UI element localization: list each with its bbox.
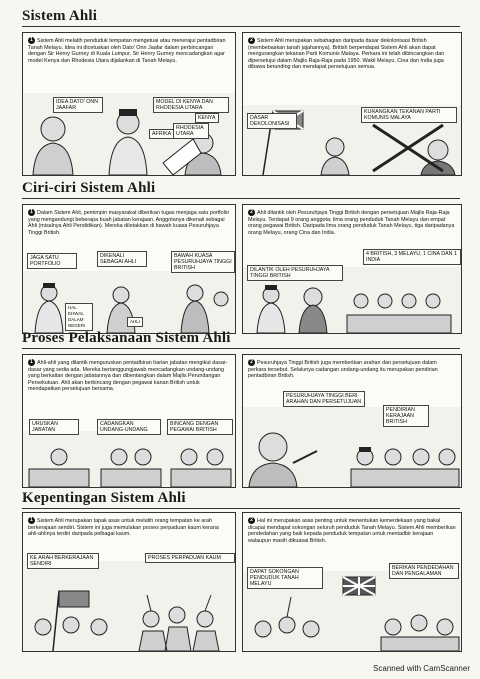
caption-uruskan-jabatan: URUSKAN JABATAN	[29, 419, 79, 435]
caption-hal-ehwal: HAL EHWAL DALAM NEGERI	[65, 303, 93, 331]
section-divider	[22, 508, 460, 509]
panel-body: Hal ini merupakan asas penting untuk menentukan kemerdekaan yang bakal dicapai mendapat sokongan seluruh penduduk Tanah Melayu. Sistem Ahli memberikan pendedahan yang baik kepada penduduk tempatan untuk mentadbir kerajaan walaupun masih dikuasai British.	[248, 517, 456, 544]
caption-cadangkan-undang: CADANGKAN UNDANG-UNDANG	[97, 419, 161, 435]
panel-body: Pesuruhjaya Tinggi British juga memberikan arahan dan persetujuan dalam perkara tersebut. Selalunya cadangan undang-undang itu merupakan pendirian pentadbiran British.	[248, 359, 438, 380]
panel-text	[248, 359, 456, 380]
panel-sistem-ahli-1	[22, 32, 236, 176]
panel-illustration	[23, 431, 235, 487]
panel-sistem-ahli-2	[242, 32, 462, 176]
panel-ciri-ciri-2	[242, 204, 462, 334]
caption-ahli: AHLI	[127, 317, 143, 327]
panel-number: 2	[248, 517, 255, 524]
section-divider	[22, 348, 460, 349]
section-divider	[22, 26, 460, 27]
caption-kurangkan-tekanan: KURANGKAN TEKANAN PARTI KOMUNIS MALAYA	[361, 107, 457, 123]
panel-text	[28, 37, 230, 64]
caption-dasar-dekolonisasi: DASAR DEKOLONISASI	[247, 113, 297, 129]
panel-kepentingan-2	[242, 512, 462, 652]
panel-text	[28, 209, 230, 236]
scanner-watermark: Scanned with CamScanner	[373, 664, 470, 673]
panel-text	[28, 517, 230, 538]
panel-number: 1	[28, 209, 35, 216]
caption-4-british-3-melayu: 4 BRITISH, 3 MELAYU, 1 CINA DAN 1 INDIA	[363, 249, 461, 265]
panel-body: Sistem Ahli merupakan sebahagian daripada dasar dekolonisasi British (membebaskan tanah jajahannya). British berpendapat Sistem Ahli akan dapat mengurangkan tekanan Parti Komunis Malaya. Perkara ini telah dibincangkan dan dipersetujui dalam Majlis Raja-Raja pada 1950. Wakil Melayu, Cina dan India juga dibawa berunding dan mendapat persetujuan semua.	[248, 37, 445, 71]
caption-perpaduan-kaum: PROSES PERPADUAN KAUM	[145, 553, 235, 563]
panel-number: 1	[28, 37, 35, 44]
panel-proses-2	[242, 354, 462, 488]
illustration-unity	[23, 561, 235, 651]
panel-illustration	[23, 561, 235, 651]
caption-dikenali-ahli: DIKENALI SEBAGAI AHLI	[97, 251, 147, 267]
panel-kepentingan-1	[22, 512, 236, 652]
panel-body: Sistem Ahli melatih penduduk tempatan mengetuai atau menerajui pentadbiran Tanah Melayu. Idea ini dicetuskan oleh Dato' Onn Jaafar dalam perbincangan dengan Sir Henry Gurney di Kuala Lumpur. Sir Henry Gurney mencadangkan agar model Kenya dan Rhodesia Utara dijalankan di Tanah Melayu.	[28, 37, 226, 64]
illustration-administration	[23, 431, 235, 487]
caption-berkerajaan-sendiri: KE ARAH BERKERAJAAN SENDIRI	[27, 553, 99, 569]
panel-body: Sistem Ahli merupakan tapak asas untuk melatih orang tempatan ke arah berkerajaan sendiri. Sistem ini juga memulakan proses perpaduan kaum kerana ahli-ahlinya terdiri daripada pelbagai kaum.	[28, 517, 219, 538]
section-title-kepentingan: Kepentingan Sistem Ahli	[22, 490, 186, 506]
panel-text	[248, 517, 456, 544]
caption-bawah-kuasa: BAWAH KUASA PESURUHJAYA TINGGI BRITISH	[171, 251, 235, 273]
section-title-sistem-ahli: Sistem Ahli	[22, 8, 98, 24]
section-title-proses: Proses Pelaksanaan Sistem Ahli	[22, 330, 231, 346]
caption-dilantik-oleh: DILANTIK OLEH PESURUHJAYA TINGGI BRITISH	[247, 265, 343, 281]
panel-text	[28, 359, 230, 393]
panel-body: Dalam Sistem Ahli, pemimpin masyarakat diberikan tugas menjaga satu portfolio yang mengandungi beberapa buah jabatan kerajaan. Anggotanya dikenali sebagai Ahli (misalnya Ahli Pendidikan). Mereka diletakkan di bawah kuasa Pesuruhjaya Tinggi British.	[28, 209, 230, 236]
panel-number: 2	[248, 209, 255, 216]
panel-body: Ahli dilantik oleh Pesuruhjaya Tinggi British dengan persetujuan Majlis Raja-Raja Melayu. Terdapat 9 orang anggota; lima orang penduduk Tanah Melayu dan empat orang pegawai British. Daripada lima orang penduduk Tanah Melayu, tiga daripadanya orang Melayu, orang Cina dan India.	[248, 209, 455, 236]
section-title-ciri-ciri: Ciri-ciri Sistem Ahli	[22, 180, 156, 196]
panel-proses-1	[22, 354, 236, 488]
panel-number: 1	[28, 517, 35, 524]
caption-berikan-pendedahan: BERIKAN PENDEDAHAN DAN PENGALAMAN	[389, 563, 459, 579]
caption-dapat-sokongan: DAPAT SOKONGAN PENDUDUK TANAH MELAYU	[247, 567, 323, 589]
caption-pendirian-kerajaan: PENDIRIAN KERAJAAN BRITISH	[383, 405, 429, 427]
caption-kenya: KENYA	[195, 113, 219, 123]
panel-text	[248, 209, 456, 236]
panel-body: Ahli-ahli yang dilantik menguruskan pentadbiran harian jabatan mengikut dasar-dasar yang sedia ada. Mereka bertanggungjawab mencadangkan undang-undang yang berkaitan dengan jabatannya dan dibentangkan dalam Majlis Perundangan Persekutuan. Ahli akan berbincang dengan pegawai kanan British untuk mendapatkan persetujuan bersama.	[28, 359, 228, 393]
panel-number: 2	[248, 359, 255, 366]
panel-number: 2	[248, 37, 255, 44]
panel-number: 1	[28, 359, 35, 366]
caption-bincang-pegawai: BINCANG DENGAN PEGAWAI BRITISH	[167, 419, 233, 435]
section-divider	[22, 198, 460, 199]
caption-pesuruhjaya-beri-arahan: PESURUHJAYA TINGGI BERI ARAHAN DAN PERSETUJUAN	[283, 391, 365, 407]
caption-model-kenya: MODEL DI KENYA DAN RHODESIA UTARA	[153, 97, 229, 113]
caption-afrika: AFRIKA	[149, 129, 174, 139]
panel-text	[248, 37, 456, 71]
caption-jaga-portfolio: JAGA SATU PORTFOLIO	[27, 253, 77, 269]
panel-ciri-ciri-1	[22, 204, 236, 334]
caption-rhodesia-utara: RHODESIA UTARA	[173, 123, 209, 139]
caption-idea-dato-onn: IDEA DATO' ONN JAAFAR	[53, 97, 103, 113]
